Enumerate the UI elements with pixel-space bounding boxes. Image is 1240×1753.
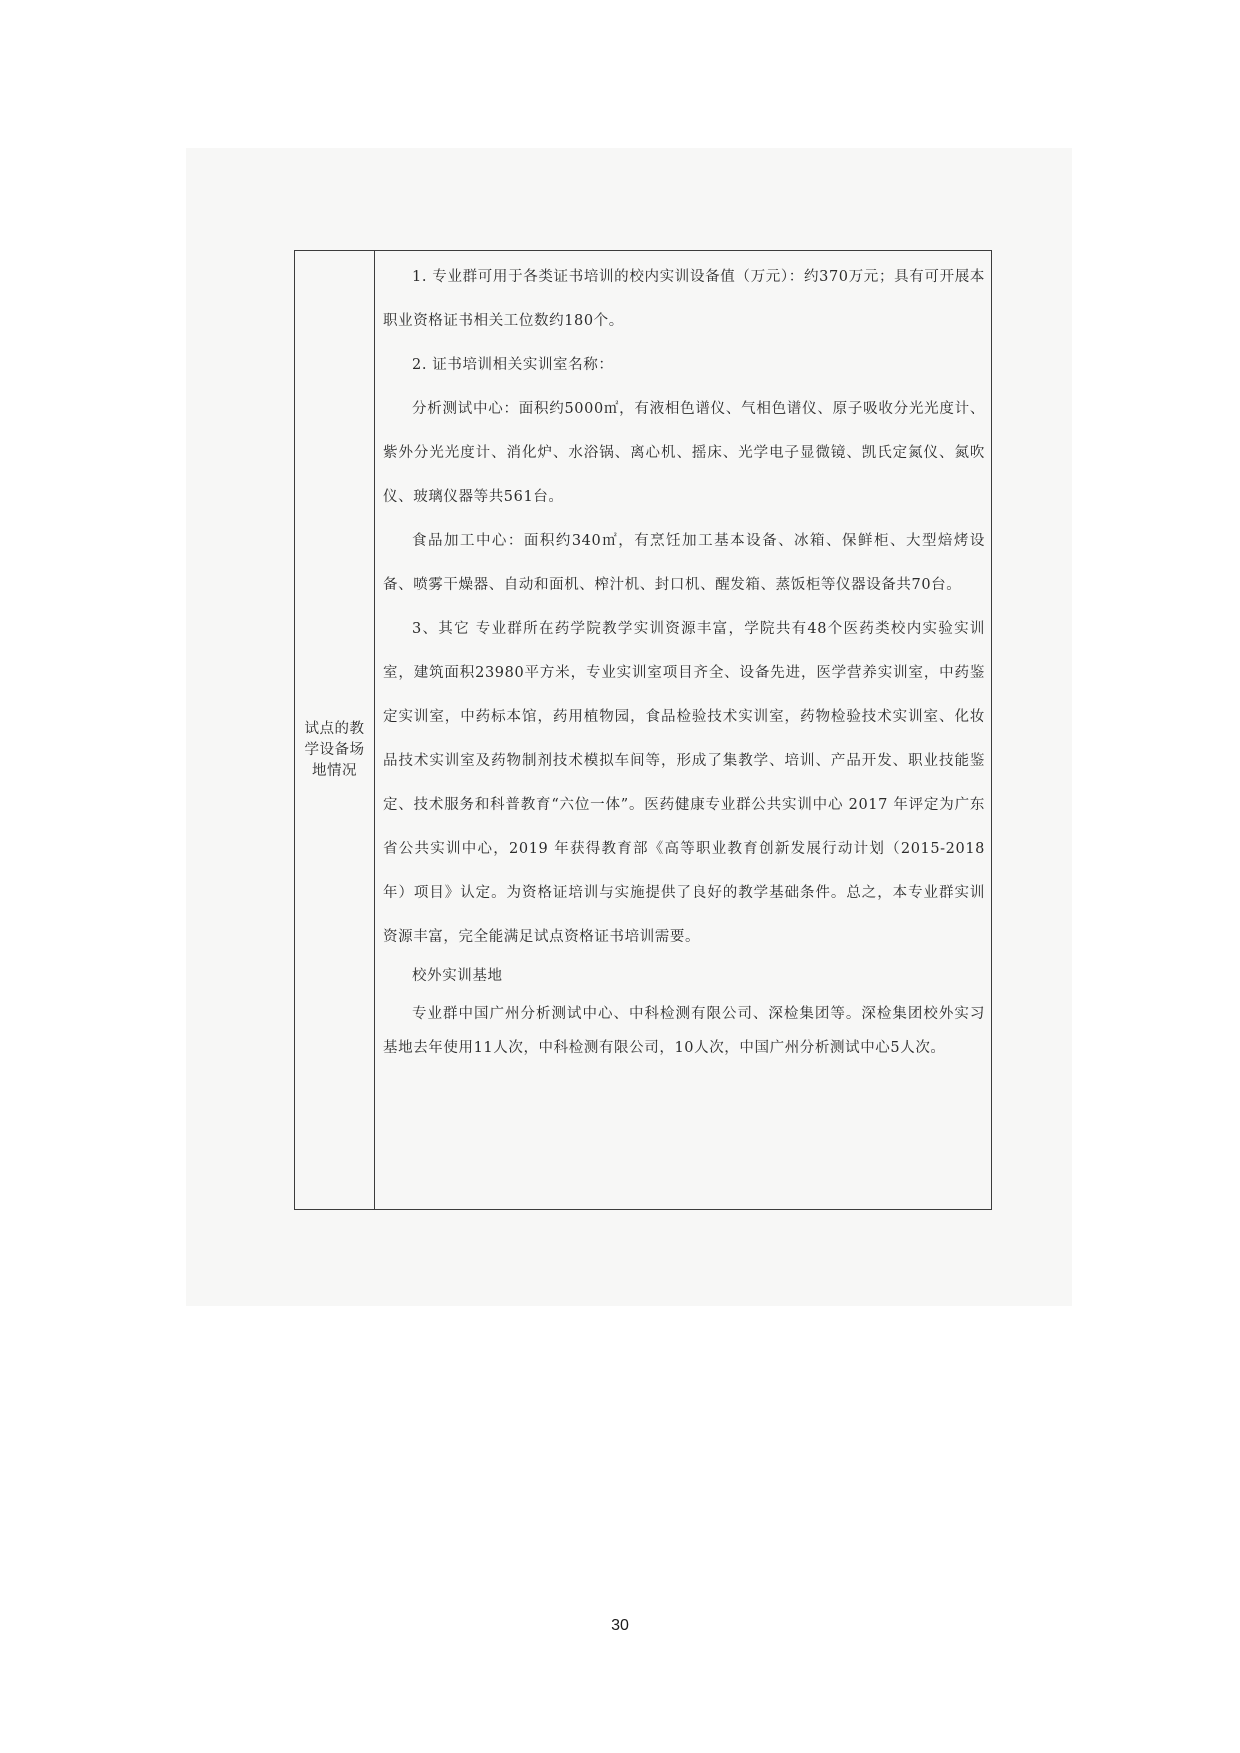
paragraph-food-processing-center: 食品加工中心：面积约340㎡，有烹饪加工基本设备、冰箱、保鲜柜、大型焙烤设备、喷雾干燥器、自动和面机、榨汁机、封口机、醒发箱、蒸饭柜等仪器设备共70台。 — [383, 533, 985, 593]
paragraph-external-bases-heading: 校外实训基地 — [412, 968, 503, 984]
row-label-cell — [295, 251, 375, 1209]
row-content-cell — [375, 251, 991, 1209]
paragraph-training-rooms-heading: 2. 证书培训相关实训室名称： — [412, 357, 614, 373]
page-number: 30 — [611, 1617, 629, 1634]
row-label: 试点的教学设备场地情况 — [304, 720, 365, 779]
paragraph-analysis-center: 分析测试中心：面积约5000㎡，有液相色谱仪、气相色谱仪、原子吸收分光光度计、紫外分光光度计、消化炉、水浴锅、离心机、摇床、光学电子显微镜、凯氏定氮仪、氮吹仪、玻璃仪器等共561台。 — [383, 401, 985, 505]
paragraph-equipment-value: 1. 专业群可用于各类证书培训的校内实训设备值（万元）：约370万元；具有可开展本职业资格证书相关工位数约180个。 — [383, 269, 985, 329]
paragraph-external-bases: 专业群中国广州分析测试中心、中科检测有限公司、深检集团等。深检集团校外实习基地去年使用11人次，中科检测有限公司，10人次，中国广州分析测试中心5人次。 — [383, 1006, 985, 1056]
equipment-venue-table — [294, 250, 992, 1210]
paragraph-other-resources: 3、其它 专业群所在药学院教学实训资源丰富，学院共有48个医药类校内实验实训室，建筑面积23980平方米，专业实训室项目齐全、设备先进，医学营养实训室，中药鉴定实训室，中药标本馆，药用植物园，食品检验技术实训室，药物检验技术实训室、化妆品技术实训室及药物制剂技术模拟车间等，形成了集教学、培训、产品开发、职业技能鉴定、技术服务和科普教育“六位一体”。医药健康专业群公共实训中心 2017 年评定为广东省公共实训中心，2019 年获得教育部《高等职业教育创新发展行动计划（2015-2018年）项目》认定。为资格证培训与实施提供了良好的教学基础条件。总之，本专业群实训资源丰富，完全能满足试点资格证书培训需要。 — [383, 621, 985, 945]
